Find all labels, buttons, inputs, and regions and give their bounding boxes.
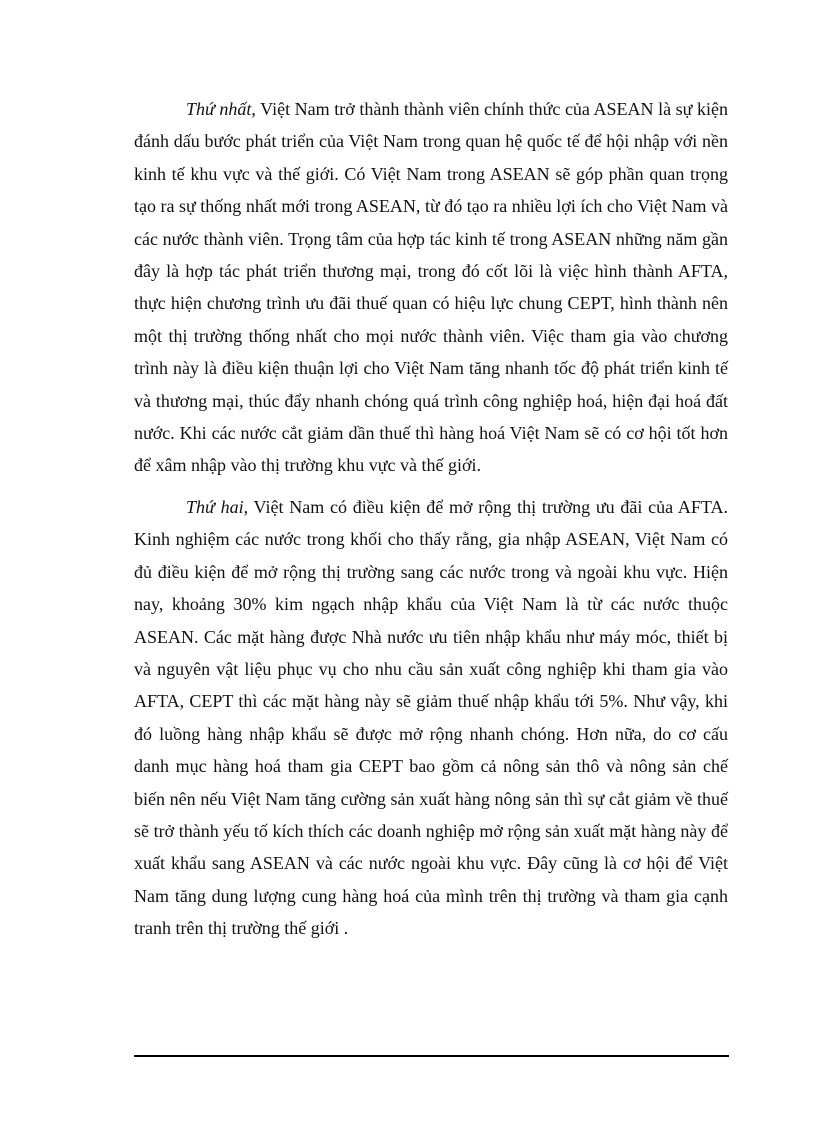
paragraph-lead-second: Thứ hai <box>186 496 244 517</box>
footer-divider <box>134 1055 729 1057</box>
body-text <box>134 93 728 945</box>
paragraph-first <box>134 93 728 482</box>
paragraph-text-second: , Việt Nam có điều kiện để mở rộng thị trường ưu đãi của AFTA. Kinh nghiệm các nước trong khối cho thấy rằng, gia nhập ASEAN, Việt Nam có đủ điều kiện để mở rộng thị trường sang các nước trong và ngoài khu vực. Hiện nay, khoảng 30% kim ngạch nhập khẩu của Việt Nam là từ các nước thuộc ASEAN. Các mặt hàng được Nhà nước ưu tiên nhập khẩu như máy móc, thiết bị và nguyên vật liệu phục vụ cho nhu cầu sản xuất công nghiệp khi tham gia vào AFTA, CEPT thì các mặt hàng này sẽ giảm thuế nhập khẩu tới 5%. Như vậy, khi đó luồng hàng nhập khẩu sẽ được mở rộng nhanh chóng. Hơn nữa, do cơ cấu danh mục hàng hoá tham gia CEPT bao gồm cả nông sản thô và nông sản chế biến nên nếu Việt Nam tăng cường sản xuất hàng nông sản thì sự cắt giảm về thuế sẽ trở thành yếu tố kích thích các doanh nghiệp mở rộng sản xuất mặt hàng này để xuất khẩu sang ASEAN và các nước ngoài khu vực. Đây cũng là cơ hội để Việt Nam tăng dung lượng cung hàng hoá của mình trên thị trường và tham gia cạnh tranh trên thị trường thế giới . <box>134 496 728 939</box>
paragraph-second <box>134 491 728 945</box>
paragraph-text-first: , Việt Nam trở thành thành viên chính thức của ASEAN là sự kiện đánh dấu bước phát triển của Việt Nam trong quan hệ quốc tế để hội nhập với nền kinh tế khu vực và thế giới. Có Việt Nam trong ASEAN sẽ góp phần quan trọng tạo ra sự thống nhất mới trong ASEAN, từ đó tạo ra nhiều lợi ích cho Việt Nam và các nước thành viên. Trọng tâm của hợp tác kinh tế trong ASEAN những năm gần đây là hợp tác phát triển thương mại, trong đó cốt lõi là việc hình thành AFTA, thực hiện chương trình ưu đãi thuế quan có hiệu lực chung CEPT, hình thành nên một thị trường thống nhất cho mọi nước thành viên. Việc tham gia vào chương trình này là điều kiện thuận lợi cho Việt Nam tăng nhanh tốc độ phát triển kinh tế và thương mại, thúc đẩy nhanh chóng quá trình công nghiệp hoá, hiện đại hoá đất nước. Khi các nước cắt giảm dần thuế thì hàng hoá Việt Nam sẽ có cơ hội tốt hơn để xâm nhập vào thị trường khu vực và thế giới. <box>134 99 728 476</box>
paragraph-lead-first: Thứ nhất <box>186 99 252 119</box>
